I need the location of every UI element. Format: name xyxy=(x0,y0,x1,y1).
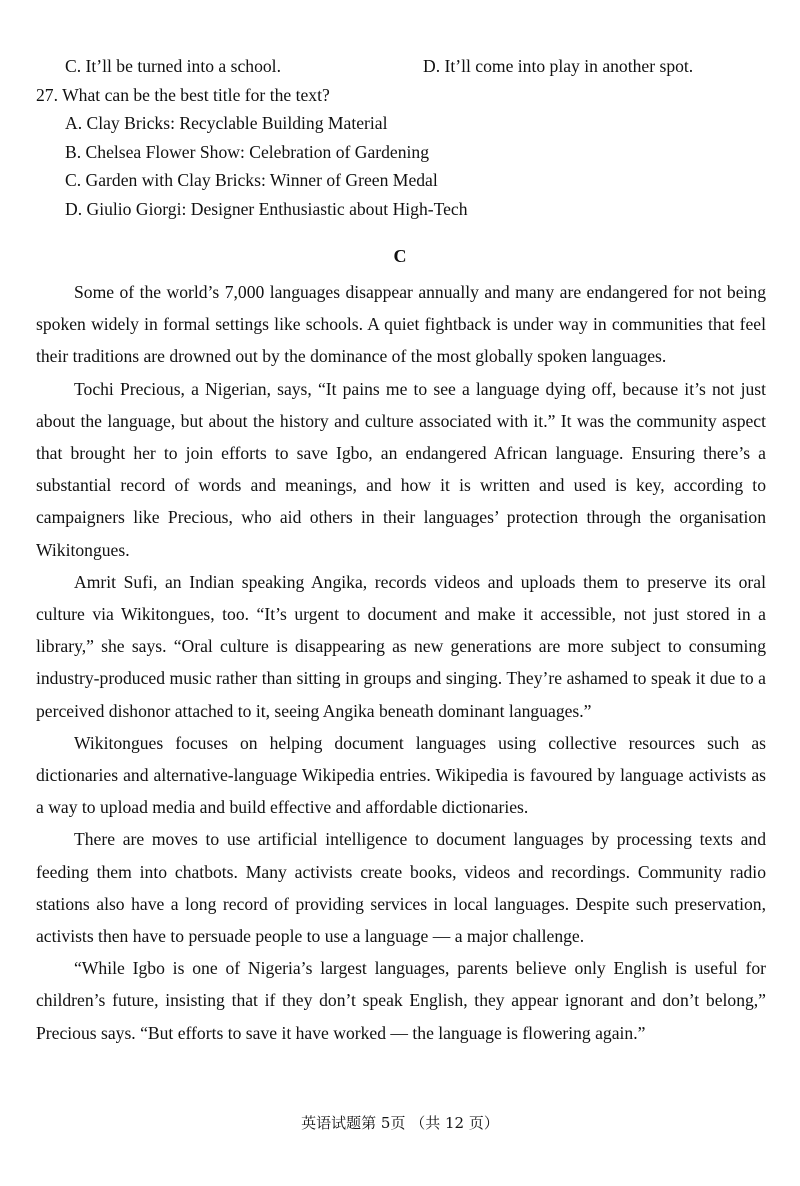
paragraph: Some of the world’s 7,000 languages disappear annually and many are endangered for not being spoken widely in formal settings like schools. A quiet fightback is under way in communities that feel their traditions are drowned out by the dominance of the most globally spoken languages. xyxy=(36,282,766,367)
q27-option-c: C. Garden with Clay Bricks: Winner of Green Medal xyxy=(65,170,438,191)
q27-option-d: D. Giulio Giorgi: Designer Enthusiastic about High-Tech xyxy=(65,198,468,219)
passage xyxy=(36,276,766,1049)
q27-option-b: B. Chelsea Flower Show: Celebration of Gardening xyxy=(65,141,430,162)
question-block xyxy=(36,52,766,224)
paragraph: Amrit Sufi, an Indian speaking Angika, records videos and uploads them to preserve its oral culture via Wikitongues, too. “It’s urgent to document and make it accessible, not just stored in a library,” she says. “Oral culture is disappearing as new generations are more subject to consuming industry-produced music rather than sitting in groups and singing. They’re ashamed to speak it due to a perceived dishonor attached to it, seeing Angika beneath dominant languages.” xyxy=(36,571,766,721)
q26-option-c: C. It’ll be turned into a school. xyxy=(65,56,281,76)
q26-option-d: D. It’ll come into play in another spot. xyxy=(423,56,694,76)
paragraph: There are moves to use artificial intelligence to document languages by processing texts and feeding them into chatbots. Many activists create books, videos and recordings. Community radio stations also have a long record of providing services in local languages. Despite such preservation, activists then have to persuade people to use a language — a major challenge. xyxy=(36,829,766,947)
q27-option-a: A. Clay Bricks: Recyclable Building Material xyxy=(65,113,388,134)
paragraph: “While Igbo is one of Nigeria’s largest languages, parents believe only English is useful for children’s future, insisting that if they don’t speak English, they appear ignorant and don’t belong,” Precious says. “But efforts to save it have worked — the language is flowering again.” xyxy=(36,958,766,1043)
page-footer: 英语试题第 5页 （共 12 页） xyxy=(301,1114,499,1132)
q27-stem: 27. What can be the best title for the text? xyxy=(36,84,330,105)
paragraph: Tochi Precious, a Nigerian, says, “It pains me to see a language dying off, because it’s not just about the language, but about the history and culture associated with it.” It was the community aspect that brought her to join efforts to save Igbo, an endangered African language. Ensuring there’s a substantial record of words and meanings, and how it is written and used is key, according to campaigners like Precious, who aid others in their languages’ protection through the organisation Wikitongues. xyxy=(36,378,766,560)
paragraph: Wikitongues focuses on helping document languages using collective resources such as dictionaries and alternative-language Wikipedia entries. Wikipedia is favoured by language activists as a way to upload media and build effective and affordable dictionaries. xyxy=(36,732,766,818)
section-heading: C xyxy=(393,246,407,266)
q26-options-row xyxy=(36,52,766,81)
